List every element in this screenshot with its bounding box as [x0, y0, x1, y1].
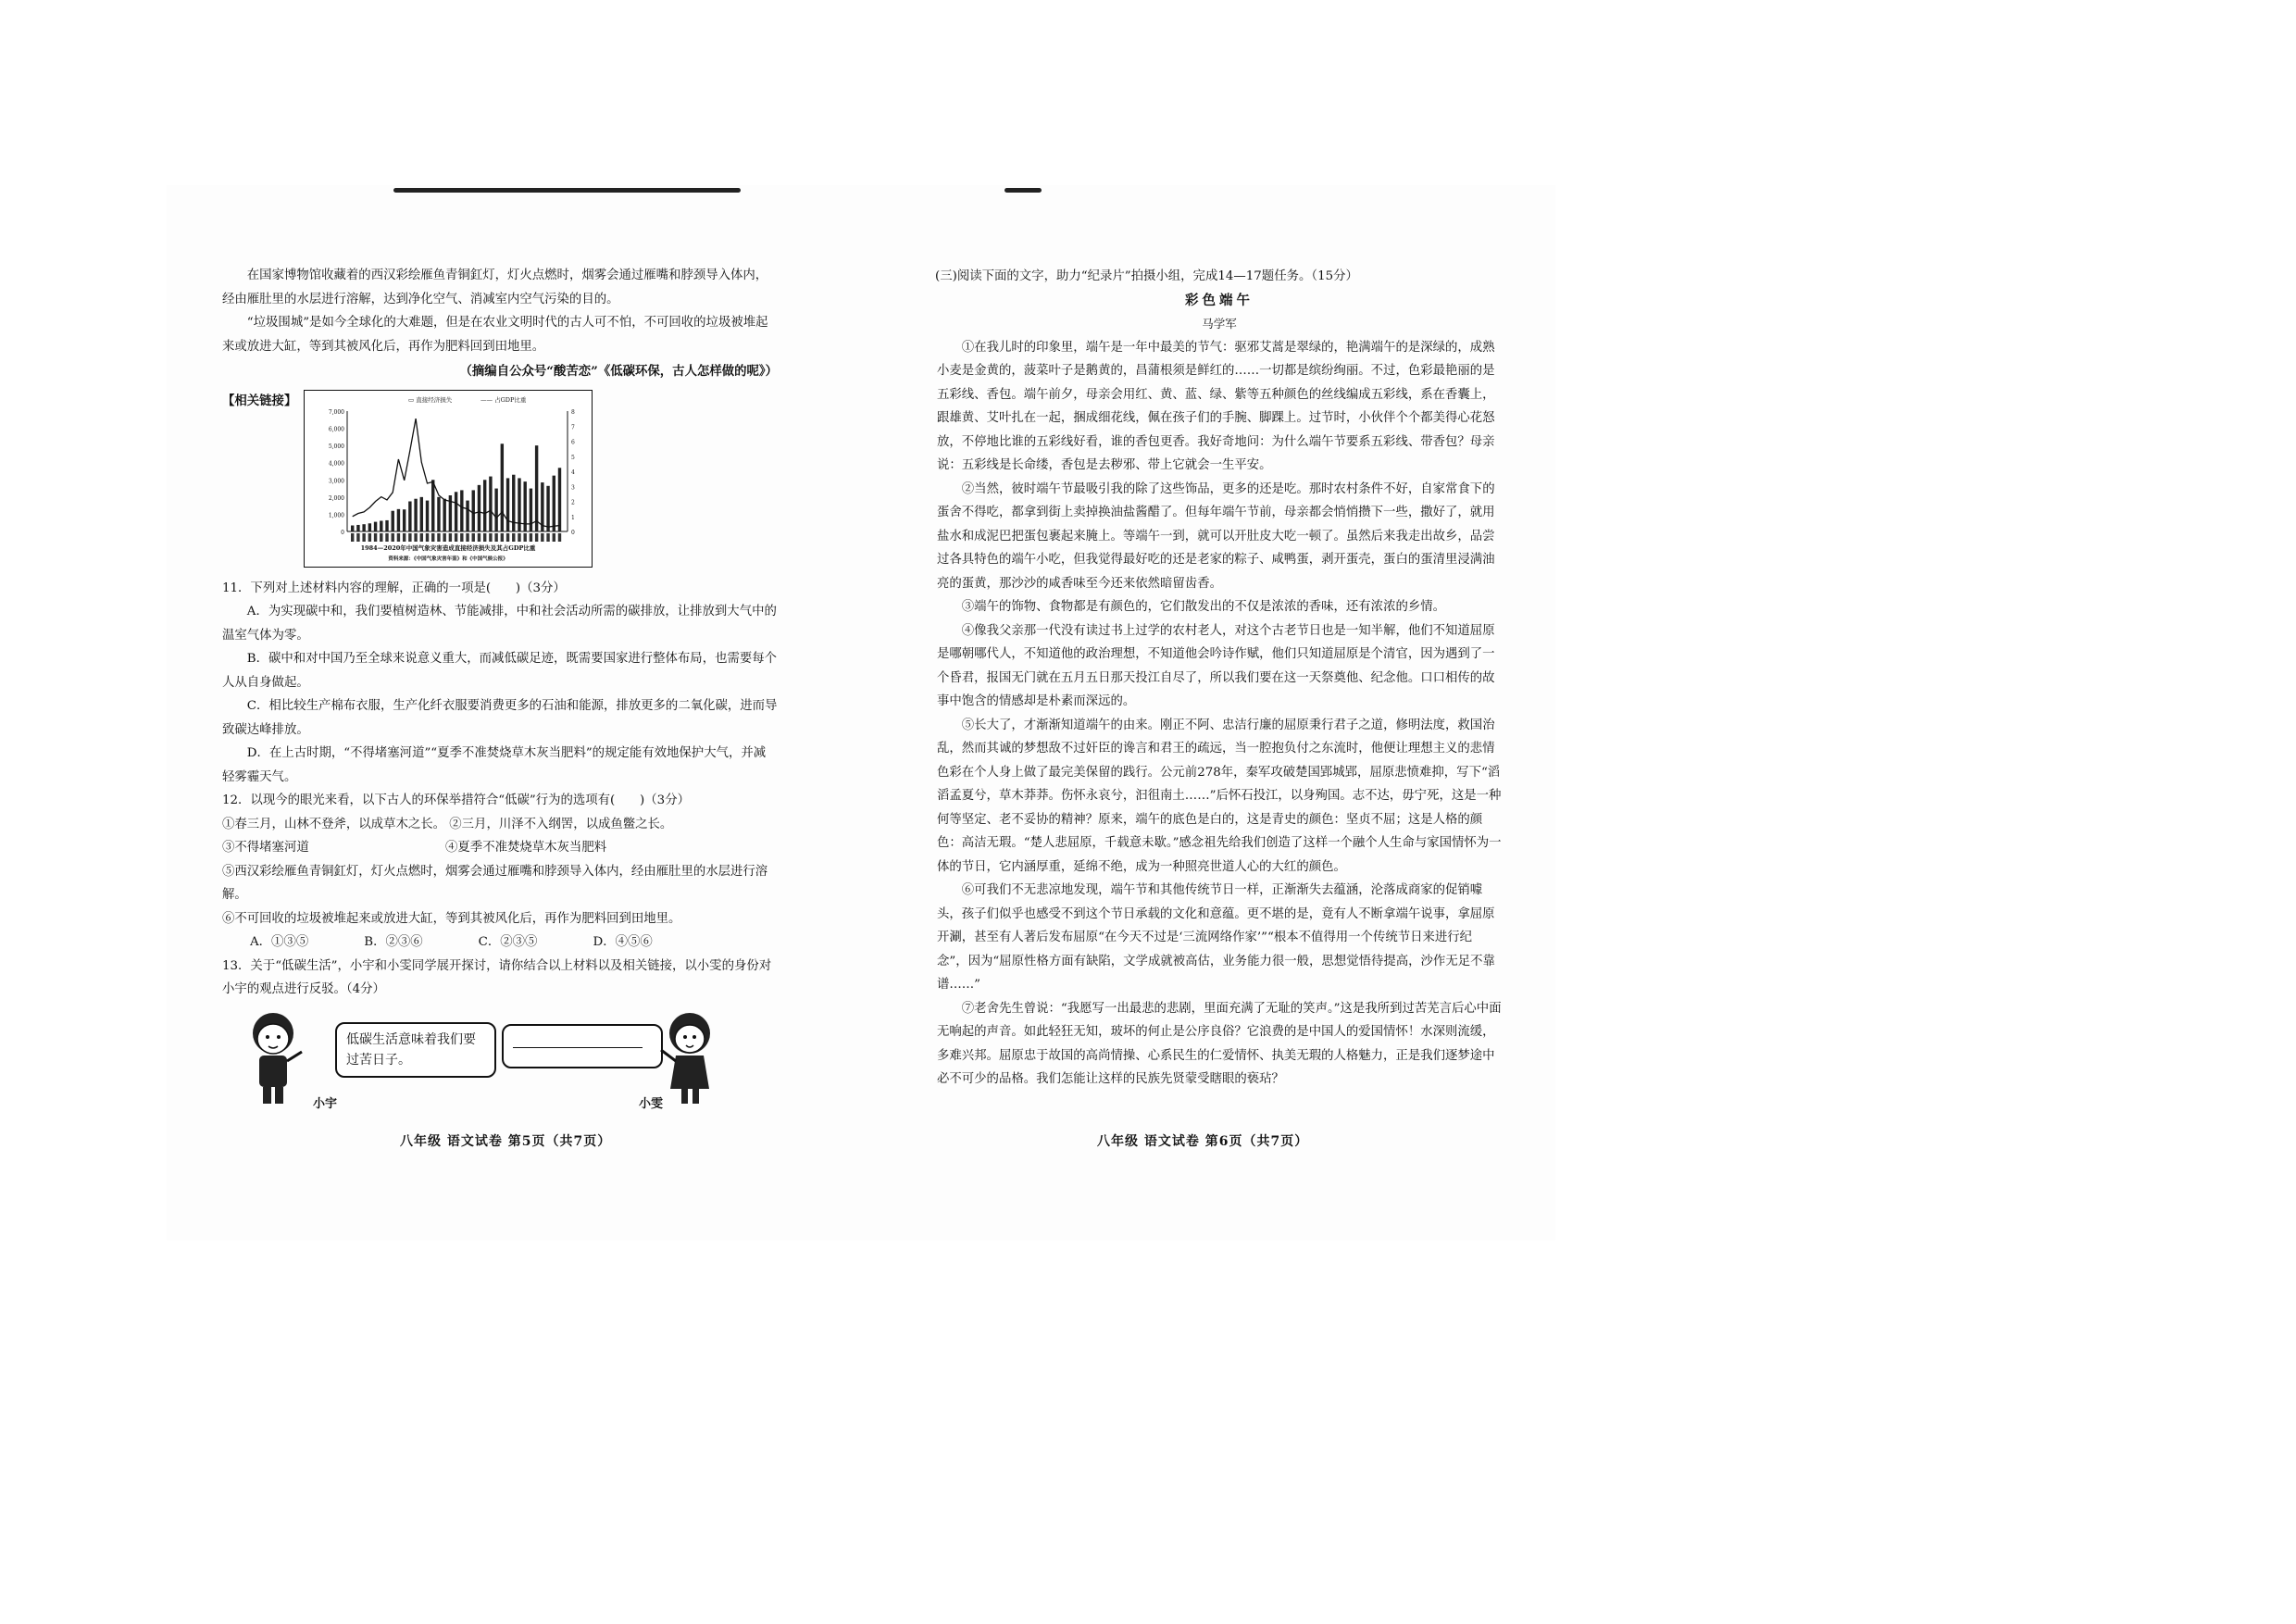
- chart-bar: [472, 490, 475, 531]
- chart-x-tick-mark: [357, 533, 360, 542]
- article-paragraph: ⑤长大了，才渐渐知道端午的由来。刚正不阿、忠洁行廉的屈原秉行君子之道，修明法度，救国治乱，然而其诚的梦想敌不过奸臣的谗言和君王的疏远，当一腔抱负付之东流时，他便让理想主义的悲情色彩在个人身上做了最完美保留的践行。公元前278年，秦军攻破楚国郢城郢，屈原悲愤难抑，写下“滔滔孟夏兮，草木莽莽。伤怀永哀兮，汩徂南土……”后怀石投江，以身殉国。志不达，毋宁死，这是一种何等坚定、老不妥协的精神？原来，端午的底色是白的，这是青史的颜色：坚贞不屈；这是人格的颜色：高洁无瑕。“楚人悲屈原，千载意未歇。”感念祖先给我们创造了这样一个融个人生命与家国情怀为一体的节日，它内涵厚重，延绵不绝，成为一种照亮世道人心的大红的颜色。: [937, 718, 1502, 874]
- q12-item: ③不得堵塞河道 ④夏季不准焚烧草木灰当肥料: [222, 841, 607, 855]
- chart-x-tick-mark: [374, 533, 377, 542]
- q12-option: D．④⑤⑥: [593, 935, 653, 949]
- chart-y-tick-label: 6,000: [329, 426, 345, 433]
- q13-stem: 13．关于“低碳生活”，小宇和小雯同学展开探讨，请你结合以上材料以及相关链接，以小雯的身份对小宇的观点进行反驳。（4分）: [222, 958, 772, 996]
- chart-x-tick-mark: [547, 533, 550, 542]
- q11-option-a: A．为实现碳中和，我们要植树造林、节能减排，中和社会活动所需的碳排放，让排放到大气中的温室气体为零。: [222, 605, 777, 643]
- chart-x-tick-mark: [455, 533, 457, 542]
- chart-y-tick-label: 7,000: [329, 408, 345, 416]
- loss-chart: [304, 390, 593, 568]
- chart-bar: [415, 498, 418, 531]
- chart-y-tick-label: 5,000: [329, 443, 345, 450]
- boy-figure-icon: [241, 1007, 306, 1109]
- chart-y2-tick-label: 2: [571, 499, 576, 506]
- article-paragraph: ⑦老舍先生曾说：“我愿写一出最悲的悲剧，里面充满了无耻的笑声。”这是我所到过苦芜言后心中面无响起的声音。如此轻狂无知，玻坏的何止是公序良俗？它浪费的是中国人的爱国情怀！水深则流缓，多难兴邦。屈原忠于故国的高尚情操、心系民生的仁爱情怀、执美无瑕的人格魅力，正是我们逐梦途中必不可少的品格。我们怎能让这样的民族先贤蒙受瞎眼的亵玷？: [937, 1001, 1502, 1086]
- chart-bar: [368, 523, 371, 531]
- article-paragraph: ②当然，彼时端午节最吸引我的除了这些饰品，更多的还是吃。那时农村条件不好，自家常食下的蛋舍不得吃，都拿到街上卖掉换油盐酱醋了。但每年端午节前，母亲都会悄悄攒下一些，撒好了，就用盐水和成泥巴把蛋包裹起来腌上。等端午一到，就可以开肚皮大吃一顿了。虽然后来我走出故乡，品尝过各具特色的端午小吃，但我觉得最好吃的还是老家的粽子、咸鸭蛋，剥开蛋壳，蛋白的蛋清里浸满油亮的蛋黄，那沙沙的咸香味至今还来依然暗留齿香。: [937, 481, 1495, 591]
- chart-caption: 1984—2020年中国气象灾害造成直接经济损失及其占GDP比重: [360, 543, 536, 552]
- chart-bar: [455, 492, 457, 531]
- chart-bar: [386, 519, 389, 531]
- chart-x-tick-mark: [512, 533, 515, 542]
- chart-x-tick-mark: [351, 533, 354, 542]
- chart-bar: [420, 496, 423, 531]
- chart-x-tick-mark: [524, 533, 527, 542]
- chart-x-tick-mark: [431, 533, 434, 542]
- chart-bar: [438, 496, 441, 531]
- section-intro: (三)阅读下面的文字，助力“纪录片”拍摄小组，完成14—17题任务。（15分）: [935, 269, 1358, 283]
- chart-bar: [431, 480, 434, 531]
- chart-x-tick-mark: [397, 533, 400, 542]
- chart-x-tick-mark: [420, 533, 423, 542]
- q11-option-b: B．碳中和对中国乃至全球来说意义重大，而减低碳足迹，既需要国家进行整体布局，也需要每个人从自身做起。: [222, 652, 778, 690]
- q12-stem: 12．以现今的眼光来看，以下古人的环保举措符合“低碳”行为的选项有( )（3分）: [222, 793, 690, 807]
- speech-bubble-a: 低碳生活意味着我们要过苦日子。: [335, 1022, 496, 1078]
- chart-x-tick-mark: [438, 533, 441, 542]
- chart-y-tick-label: 1,000: [329, 511, 345, 518]
- speaker-a-name: 小宇: [313, 1096, 338, 1111]
- article-author: 马学军: [1202, 317, 1237, 331]
- chart-x-tick-mark: [449, 533, 452, 542]
- scan-edge-mark-right: [1004, 188, 1042, 193]
- right-page-footer: 八年级 语文试卷 第6页（共7页）: [1097, 1134, 1309, 1149]
- chart-x-tick-mark: [460, 533, 463, 542]
- chart-bar: [403, 509, 406, 531]
- passage-source: （摘编自公众号“酸苦恋”《低碳环保，古人怎样做的呢》）: [459, 364, 778, 379]
- q12-item: ⑤西汉彩绘雁鱼青铜釭灯，灯火点燃时，烟雾会通过雁嘴和脖颈导入体内，经由雁肚里的水层进行溶解。: [222, 864, 768, 902]
- chart-y2-tick-label: 4: [571, 468, 576, 476]
- chart-legend-bars: ▭ 直接经济损失: [408, 395, 453, 404]
- q11-stem: 11．下列对上述材料内容的理解，正确的一项是( )（3分）: [222, 581, 566, 595]
- article-paragraph: ③端午的饰物、食物都是有颜色的，它们散发出的不仅是浓浓的香味，还有浓浓的乡情。: [961, 600, 1446, 614]
- chart-bar: [558, 468, 561, 531]
- chart-x-tick-mark: [495, 533, 498, 542]
- chart-x-tick-mark: [490, 533, 493, 542]
- chart-bar: [409, 501, 412, 531]
- chart-x-tick-mark: [363, 533, 366, 542]
- chart-x-tick-mark: [415, 533, 418, 542]
- q12-option: A．①③⑤: [250, 935, 309, 949]
- chart-y-tick-label: 4,000: [329, 460, 345, 468]
- chart-x-tick-mark: [380, 533, 382, 542]
- chart-x-tick-mark: [535, 533, 538, 542]
- chart-bar: [483, 480, 486, 531]
- related-link-label: 【相关链接】: [222, 393, 297, 408]
- chart-y2-tick-label: 0: [571, 529, 576, 536]
- q11-option-c: C．相比较生产棉布衣服，生产化纤衣服要消费更多的石油和能源，排放更多的二氧化碳，进而导致碳达峰排放。: [222, 699, 778, 737]
- article-paragraph: ①在我儿时的印象里，端午是一年中最美的节气：驱邪艾蒿是翠绿的，艳满端午的是深绿的，成熟小麦是金黄的，菠菜叶子是鹅黄的，昌蒲根须是鲜红的……一切都是缤纷绚丽。不过，色彩最艳丽的是五彩线、香包。端午前夕，母亲会用红、黄、蓝、绿、紫等五种颜色的丝线编成五彩线，系在香囊上，跟雄黄、艾叶扎在一起，捆成细花线，佩在孩子们的手腕、脚踝上。过节时，小伙伴个个都美得心花怒放，不停地比谁的五彩线好看，谁的香包更香。我好奇地问：为什么端午节要系五彩线、带香包？母亲说：五彩线是长命缕，香包是去秽邪、带上它就会一生平安。: [937, 340, 1495, 472]
- chart-x-tick-mark: [553, 533, 555, 542]
- chart-y2-tick-label: 8: [571, 408, 576, 416]
- chart-x-tick-mark: [403, 533, 406, 542]
- chart-bar: [443, 498, 446, 531]
- chart-bar: [553, 475, 555, 531]
- chart-source-note: 资料来源：《中国气象灾害年鉴》和《中国气候公报》: [388, 556, 508, 562]
- chart-y2-tick-label: 7: [571, 423, 576, 431]
- q13-dialog: [222, 1007, 778, 1114]
- chart-x-tick-mark: [483, 533, 486, 542]
- article-title: 彩色端午: [1185, 292, 1254, 308]
- chart-bar: [363, 524, 366, 531]
- q12-options: [222, 931, 778, 955]
- chart-x-tick-mark: [558, 533, 561, 542]
- chart-x-tick-mark: [472, 533, 475, 542]
- chart-bar: [535, 445, 538, 531]
- left-page-footer: 八年级 语文试卷 第5页（共7页）: [400, 1134, 612, 1149]
- chart-bar: [501, 443, 504, 531]
- q12-item: ①春三月，山林不登斧，以成草木之长。 ②三月，川泽不入纲罟，以成鱼鳖之长。: [222, 817, 673, 831]
- chart-x-tick-mark: [501, 533, 504, 542]
- chart-legend-line: —— 占GDP比重: [480, 395, 527, 404]
- q12-option: B．②③⑥: [364, 935, 423, 949]
- chart-y2-tick-label: 3: [571, 483, 576, 491]
- chart-x-tick-mark: [426, 533, 429, 542]
- chart-bar: [426, 500, 429, 531]
- article-paragraph: ④像我父亲那一代没有读过书上过学的农村老人，对这个古老节日也是一知半解，他们不知道屈原是哪朝哪代人，不知道他的政治理想，不知道他会吟诗作赋，他们只知道屈原是个清官，因为遇到了一个昏君，报国无门就在五月五日那天投江自尽了，所以我们要在这一天祭奠他、纪念他。口口相传的故事中饱含的情感却是朴素而深远的。: [937, 623, 1495, 708]
- chart-x-tick-mark: [386, 533, 389, 542]
- passage-paragraph: “垃圾围城”是如今全球化的大难题，但是在农业文明时代的古人可不怕，不可回收的垃圾被堆起来或放进大缸，等到其被风化后，再作为肥料回到田地里。: [222, 316, 768, 354]
- chart-y2-tick-label: 1: [571, 514, 576, 521]
- article-paragraph: ⑥可我们不无悲凉地发现，端午节和其他传统节日一样，正渐渐失去蕴涵，沦落成商家的促销噱头，孩子们似乎也感受不到这个节日承载的文化和意蕴。更不堪的是，竟有人不断拿端午说事，拿屈原开涮，甚至有人著后发布屈原“在今天不过是‘三流网络作家’”“根本不值得用一个传统节日来进行纪念”，因为“屈原性格方面有缺陷，文学成就被高估，业务能力很一般，思想觉悟待提高，沙作无足不靠谱……”: [937, 883, 1495, 992]
- chart-y-tick-label: 0: [341, 529, 345, 536]
- chart-bar: [392, 510, 394, 531]
- speaker-b-name: 小雯: [639, 1096, 664, 1111]
- scan-edge-mark-left: [393, 188, 741, 193]
- chart-bar: [374, 521, 377, 531]
- chart-bar: [495, 488, 498, 531]
- chart-x-tick-mark: [392, 533, 394, 542]
- chart-bar: [467, 500, 469, 531]
- chart-x-tick-mark: [530, 533, 532, 542]
- chart-y2-tick-label: 6: [571, 439, 576, 445]
- right-page: [937, 265, 1502, 1092]
- chart-y2-tick-label: 5: [571, 454, 576, 461]
- q12-item: ⑥不可回收的垃圾被堆起来或放进大缸，等到其被风化后，再作为肥料回到田地里。: [222, 911, 681, 926]
- chart-x-tick-mark: [506, 533, 509, 542]
- loss-chart-svg: [305, 391, 592, 567]
- q11-option-d: D．在上古时期，“不得堵塞河道”“夏季不准焚烧草木灰当肥料”的规定能有效地保护大气，并减轻雾霾天气。: [222, 746, 767, 784]
- chart-x-tick-mark: [518, 533, 521, 542]
- chart-y-tick-label: 2,000: [329, 494, 345, 502]
- chart-x-tick-mark: [541, 533, 543, 542]
- passage-paragraph: 在国家博物馆收藏着的西汉彩绘雁鱼青铜釭灯，灯火点燃时，烟雾会通过雁嘴和脖颈导入体内，经由雁肚里的水层进行溶解，达到净化空气、消减室内空气污染的目的。: [222, 269, 768, 306]
- chart-bar: [357, 524, 360, 531]
- q12-option: C．②③⑤: [478, 935, 538, 949]
- chart-x-tick-mark: [478, 533, 480, 542]
- chart-bar: [460, 490, 463, 531]
- chart-x-tick-mark: [409, 533, 412, 542]
- chart-bar: [490, 476, 493, 531]
- chart-bar: [351, 525, 354, 531]
- chart-bar: [506, 478, 509, 531]
- speech-bubble-b: [502, 1024, 663, 1068]
- related-link: [222, 390, 778, 568]
- chart-bar: [547, 485, 550, 531]
- chart-bar: [397, 508, 400, 531]
- chart-bar: [478, 484, 480, 531]
- chart-x-tick-mark: [368, 533, 371, 542]
- left-page: [222, 264, 778, 1114]
- chart-x-tick-mark: [443, 533, 446, 542]
- chart-y-tick-label: 3,000: [329, 477, 345, 484]
- chart-bar: [530, 488, 532, 531]
- girl-figure-icon: [657, 1007, 722, 1109]
- answer-blank[interactable]: [513, 1034, 643, 1048]
- chart-bar: [380, 520, 382, 531]
- chart-x-tick-mark: [467, 533, 469, 542]
